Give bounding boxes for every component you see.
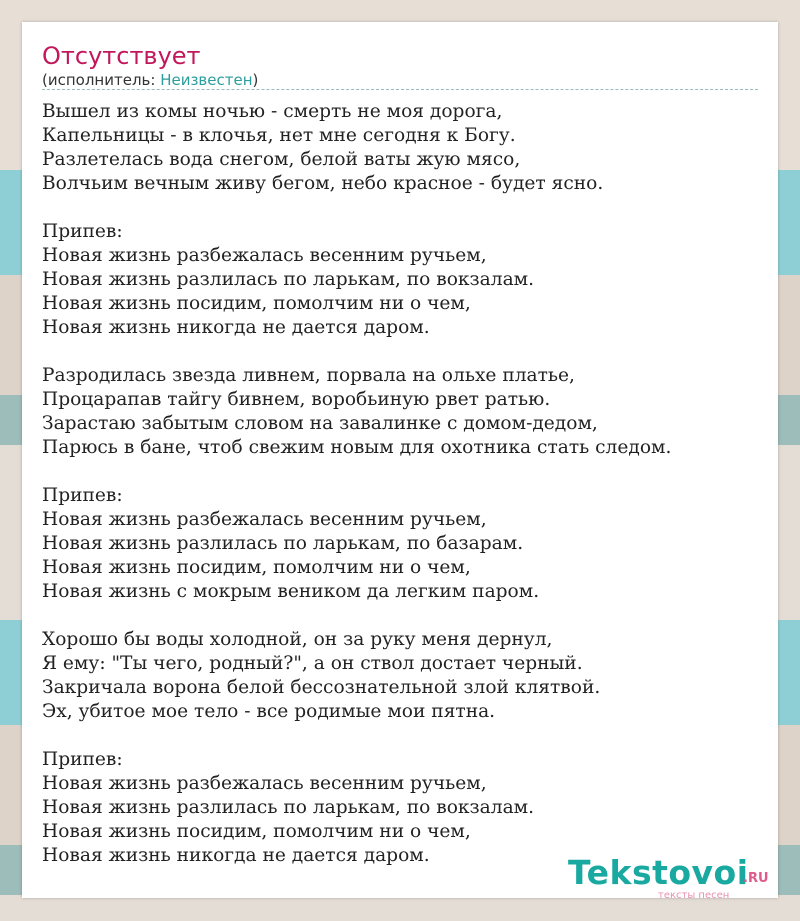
performer-suffix: ) [252, 71, 259, 89]
lyric-line: Разлетелась вода снегом, белой ваты жую мясо, [42, 149, 521, 170]
lyric-line: Разродилась звезда ливнем, порвала на ольхе платье, [42, 365, 575, 386]
lyric-line: Новая жизнь разбежалась весенним ручьем, [42, 245, 487, 266]
logo-name: Tekstovoi [568, 853, 749, 892]
lyric-line: Новая жизнь с мокрым веником да легким паром. [42, 581, 540, 602]
lyric-line: Новая жизнь разлилась по ларькам, по вокзалам. [42, 797, 535, 818]
performer-prefix: (исполнитель: [42, 71, 161, 89]
lyric-line: Новая жизнь разбежалась весенним ручьем, [42, 773, 487, 794]
chorus-1 [42, 220, 762, 340]
lyric-line: Эх, убитое мое тело - все родимые мои пятна. [42, 701, 496, 722]
performer-link[interactable]: Неизвестен [160, 71, 253, 89]
lyric-line: Новая жизнь никогда не дается даром. [42, 317, 430, 338]
logo-tagline: тексты песен [658, 890, 730, 901]
verse-1 [42, 100, 762, 196]
chorus-2 [42, 484, 762, 604]
lyrics-card [22, 22, 778, 901]
lyric-line: Процарапав тайгу бивнем, воробьиную рвет ратью. [42, 389, 551, 410]
lyric-line: Я ему: "Ты чего, родный?", а он ствол достает черный. [42, 653, 583, 674]
lyric-line: Парюсь в бане, чтоб свежим новым для охотника стать следом. [42, 437, 672, 458]
chorus-label: Припев: [42, 221, 123, 242]
lyric-line: Зарастаю забытым словом на завалинке с домом-дедом, [42, 413, 598, 434]
chorus-label: Припев: [42, 749, 123, 770]
lyric-line: Вышел из комы ночью - смерть не моя дорога, [42, 101, 503, 122]
lyric-line: Новая жизнь посидим, помолчим ни о чем, [42, 293, 471, 314]
lyrics-body [42, 100, 762, 892]
lyric-line: Хорошо бы воды холодной, он за руку меня дернул, [42, 629, 553, 650]
verse-3 [42, 628, 762, 724]
lyric-line: Новая жизнь посидим, помолчим ни о чем, [42, 557, 471, 578]
lyric-line: Новая жизнь разлилась по ларькам, по базарам. [42, 533, 524, 554]
lyric-line: Новая жизнь разлилась по ларькам, по вокзалам. [42, 269, 535, 290]
lyric-line: Волчьим вечным живу бегом, небо красное - будет ясно. [42, 173, 604, 194]
chorus-label: Припев: [42, 485, 123, 506]
performer-line [42, 71, 258, 89]
lyric-line: Закричала ворона белой бессознательной злой клятвой. [42, 677, 601, 698]
verse-2 [42, 364, 762, 460]
site-logo[interactable] [568, 854, 778, 904]
lyric-line: Новая жизнь разбежалась весенним ручьем, [42, 509, 487, 530]
lyric-line: Капельницы - в клочья, нет мне сегодня к Богу. [42, 125, 516, 146]
logo-domain: .RU [743, 871, 769, 886]
lyric-line: Новая жизнь никогда не дается даром. [42, 845, 430, 866]
chorus-3 [42, 748, 762, 868]
title-divider [42, 89, 758, 90]
lyric-line: Новая жизнь посидим, помолчим ни о чем, [42, 821, 471, 842]
song-title: Отсутствует [42, 42, 201, 70]
